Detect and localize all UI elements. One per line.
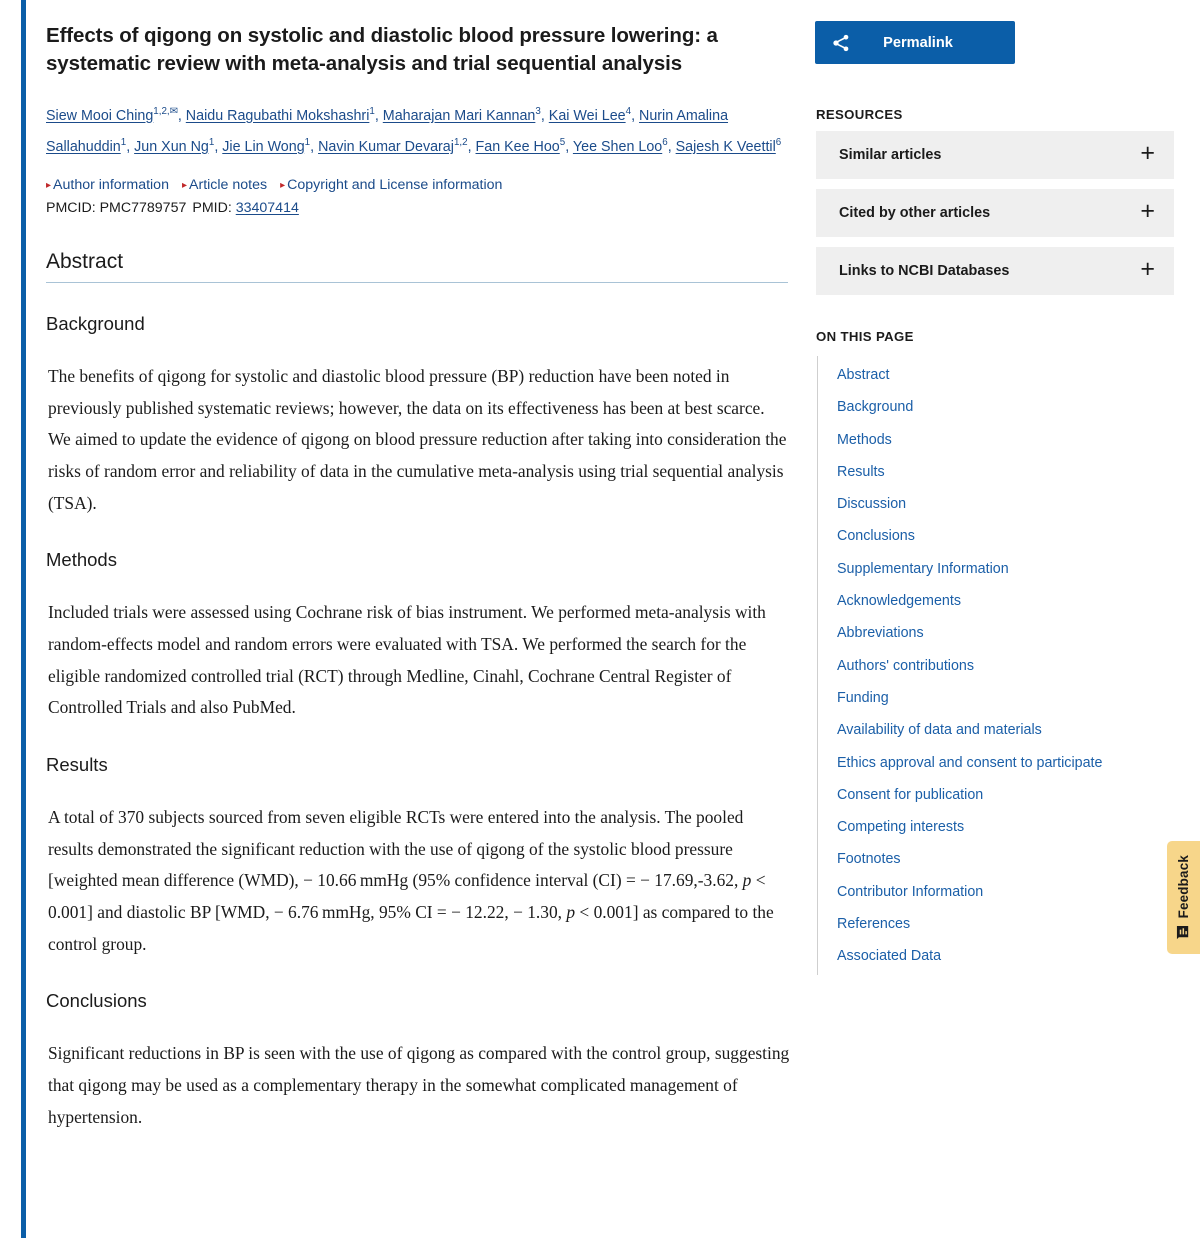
abstract-subsection-heading: Results xyxy=(46,753,108,775)
caret-right-icon: ▸ xyxy=(46,179,52,191)
article-meta-links xyxy=(46,177,792,193)
accordion-item-label: Cited by other articles xyxy=(839,205,991,221)
caret-right-icon: ▸ xyxy=(181,179,187,191)
meta-link-item[interactable] xyxy=(182,177,267,193)
accordion-item-label: Links to NCBI Databases xyxy=(839,263,1010,279)
resources-accordion-item[interactable] xyxy=(816,247,1174,295)
abstract-paragraph: A total of 370 subjects sourced from seven eligible RCTs were entered into the analysis. The pooled results demonstrated the significant reduction with the use of qigong of the systolic blood pressure [weighted mean difference (WMD), − 10.66 mmHg (95% confidence interval (CI) = − 17.69,-3.62, p < 0.001] and diastolic BP [WMD, − 6.76 mmHg, 95% CI = − 12.22, − 1.30, p < 0.001] as compared to the control group. xyxy=(48,806,774,954)
abstract-heading: Abstract xyxy=(46,250,788,283)
author-link[interactable]: Navin Kumar Devaraj xyxy=(318,138,454,155)
on-this-page-link[interactable]: Conclusions xyxy=(837,528,915,545)
abstract-subsection-heading: Background xyxy=(46,312,145,334)
permalink-button[interactable] xyxy=(815,21,1015,64)
on-this-page-nav xyxy=(817,356,1190,975)
caret-right-icon: ▸ xyxy=(280,179,286,191)
resources-accordion-item[interactable] xyxy=(816,189,1174,237)
meta-link-item[interactable] xyxy=(280,177,502,193)
author-link[interactable]: Kai Wei Lee xyxy=(548,107,626,124)
accordion-item-label: Similar articles xyxy=(839,147,942,163)
resources-accordion-item[interactable] xyxy=(816,131,1174,179)
on-this-page-link[interactable]: Results xyxy=(837,463,885,480)
on-this-page-link[interactable]: Associated Data xyxy=(837,948,942,965)
author-link[interactable]: Jie Lin Wong xyxy=(222,138,305,155)
on-this-page-link[interactable]: Consent for publication xyxy=(837,786,984,803)
on-this-page-link[interactable]: Abstract xyxy=(837,367,890,383)
on-this-page-heading: ON THIS PAGE xyxy=(816,329,914,344)
pmid-link[interactable]: 33407414 xyxy=(235,199,299,216)
feedback-tab-label: Feedback xyxy=(1176,855,1191,919)
on-this-page-link[interactable]: Supplementary Information xyxy=(837,560,1009,577)
share-icon xyxy=(831,33,851,53)
pmid-label: PMID: xyxy=(192,199,232,216)
on-this-page-link[interactable]: Footnotes xyxy=(837,851,901,868)
abstract-paragraph: Included trials were assessed using Cochrane risk of bias instrument. We performed meta-analysis with random-effects model and random errors were evaluated with TSA. We performed the search for the eligible randomized controlled trial (RCT) through Medline, Cinahl, Cochrane Central Register of Controlled Trials and also PubMed. xyxy=(48,602,766,718)
meta-link-label[interactable]: Copyright and License information xyxy=(287,176,503,193)
abstract-paragraph: Significant reductions in BP is seen with the use of qigong as compared with the control group, suggesting that qigong may be used as a complementary therapy in the somewhat complicated management of hypertension. xyxy=(48,1043,790,1127)
abstract-subsection-heading: Conclusions xyxy=(46,990,147,1012)
on-this-page-link[interactable]: Authors' contributions xyxy=(837,657,975,674)
on-this-page-link[interactable]: Background xyxy=(837,399,914,416)
on-this-page-link[interactable]: Availability of data and materials xyxy=(837,722,1042,739)
plus-icon[interactable]: + xyxy=(1140,138,1155,167)
author-link[interactable]: Fan Kee Hoo xyxy=(475,138,560,155)
on-this-page-link[interactable]: Abbreviations xyxy=(837,625,924,642)
feedback-tab[interactable] xyxy=(1167,841,1200,954)
author-link[interactable]: Siew Mooi Ching xyxy=(46,107,154,124)
on-this-page-link[interactable]: Funding xyxy=(837,689,889,706)
on-this-page-link[interactable]: Ethics approval and consent to participate xyxy=(837,754,1103,771)
author-link[interactable]: Nurin Amalina Sallahuddin xyxy=(46,107,729,155)
meta-link-label[interactable]: Article notes xyxy=(189,176,268,193)
author-list: Siew Mooi Ching$^{1,2,✉}$, Naidu Ragubathi Mokshashri$^1$, Maharajan Mari Kannan$^3$, Kai Wei Lee$^4$, Nurin Amalina Sallahuddin$^1$, Jun Xun Ng$^1$, Jie Lin Wong$^1$, Navin Kumar Devaraj$^{1,2}$, Fan Kee Hoo$^5$, Yee Shen Loo$^6$, Sajesh K Veettil$^6$ xyxy=(46,105,782,155)
permalink-button-label: Permalink xyxy=(883,34,953,51)
plus-icon[interactable]: + xyxy=(1140,196,1155,225)
on-this-page-link[interactable]: Discussion xyxy=(837,496,907,513)
author-link[interactable]: Jun Xun Ng xyxy=(134,138,209,155)
article-sidebar xyxy=(812,0,1200,1238)
chart-bar-icon xyxy=(1176,925,1191,940)
on-this-page-link[interactable]: Acknowledgements xyxy=(837,593,961,610)
author-link[interactable]: Sajesh K Veettil xyxy=(675,138,776,155)
on-this-page-link[interactable]: Competing interests xyxy=(837,819,965,836)
abstract-subsection-heading: Methods xyxy=(46,549,117,571)
meta-link-item[interactable] xyxy=(46,177,169,193)
on-this-page-link[interactable]: Methods xyxy=(837,431,892,448)
plus-icon[interactable]: + xyxy=(1140,254,1155,283)
author-link[interactable]: Maharajan Mari Kannan xyxy=(382,107,536,124)
page-title: Effects of qigong on systolic and diastolic blood pressure lowering: a systematic review with meta-analysis and trial sequential analysis xyxy=(46,24,718,76)
author-link[interactable]: Naidu Ragubathi Mokshashri xyxy=(185,107,370,124)
abstract-paragraph: The benefits of qigong for systolic and diastolic blood pressure (BP) reduction have been noted in previously published systematic reviews; however, the data on its effectiveness has been at best scarce. We aimed to update the evidence of qigong on blood pressure reduction after taking into consideration the risks of random error and reliability of data in the cumulative meta-analysis using trial sequential analysis (TSA). xyxy=(48,365,787,513)
resources-accordion-list xyxy=(814,131,1190,295)
on-this-page-link[interactable]: References xyxy=(837,916,911,933)
author-link[interactable]: Yee Shen Loo xyxy=(572,138,663,155)
abstract-sections xyxy=(46,313,792,1133)
resources-heading: RESOURCES xyxy=(816,107,903,122)
on-this-page-link[interactable]: Contributor Information xyxy=(837,883,984,900)
article-identifiers xyxy=(46,200,792,216)
meta-link-label[interactable]: Author information xyxy=(53,176,169,193)
pmcid-label: PMCID: PMC7789757 xyxy=(46,199,187,216)
